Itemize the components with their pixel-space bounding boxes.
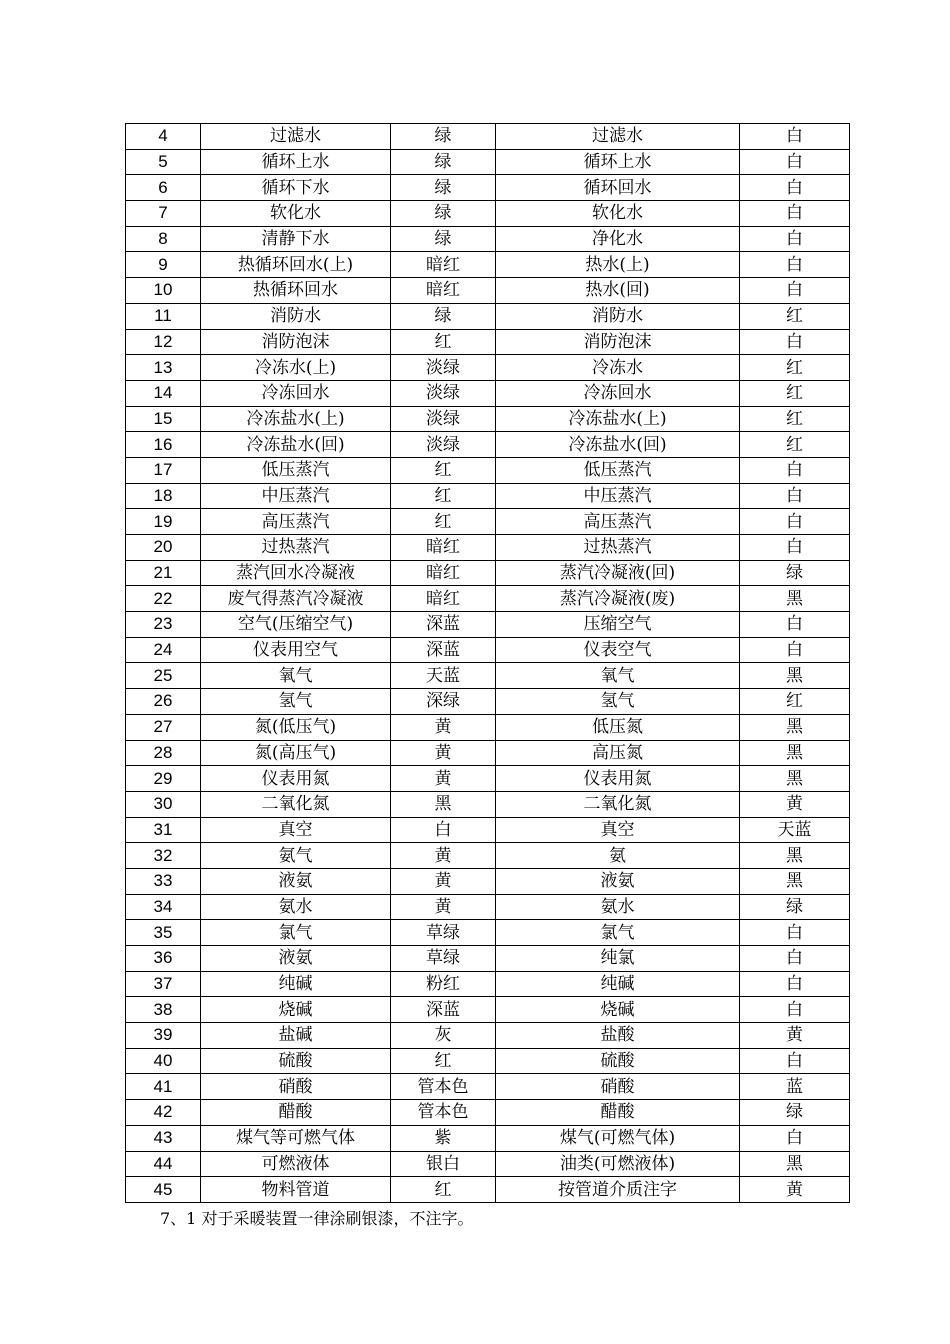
table-row <box>126 1177 850 1203</box>
table-row <box>126 920 850 946</box>
cell-row-number: 26 <box>126 689 201 715</box>
cell-medium-name: 氨气 <box>201 843 391 869</box>
cell-row-number: 11 <box>126 303 201 329</box>
cell-label-color: 白 <box>740 637 850 663</box>
cell-pipe-color: 黄 <box>391 740 496 766</box>
table-row <box>126 663 850 689</box>
cell-label-color: 白 <box>740 226 850 252</box>
cell-medium-name: 空气(压缩空气) <box>201 612 391 638</box>
cell-row-number: 15 <box>126 406 201 432</box>
cell-medium-name: 醋酸 <box>201 1100 391 1126</box>
cell-label-text: 煤气(可燃气体) <box>496 1125 740 1151</box>
cell-pipe-color: 管本色 <box>391 1100 496 1126</box>
cell-label-text: 热水(回) <box>496 278 740 304</box>
cell-label-text: 二氧化氮 <box>496 791 740 817</box>
cell-row-number: 40 <box>126 1048 201 1074</box>
cell-label-color: 红 <box>740 406 850 432</box>
cell-row-number: 18 <box>126 483 201 509</box>
cell-label-text: 氨 <box>496 843 740 869</box>
table-row <box>126 226 850 252</box>
cell-row-number: 12 <box>126 329 201 355</box>
cell-row-number: 24 <box>126 637 201 663</box>
cell-row-number: 31 <box>126 817 201 843</box>
cell-pipe-color: 暗红 <box>391 535 496 561</box>
table-row <box>126 329 850 355</box>
cell-pipe-color: 深绿 <box>391 689 496 715</box>
cell-label-text: 蒸汽冷凝液(废) <box>496 586 740 612</box>
cell-label-text: 消防泡沫 <box>496 329 740 355</box>
cell-row-number: 19 <box>126 509 201 535</box>
cell-label-text: 纯碱 <box>496 971 740 997</box>
cell-row-number: 37 <box>126 971 201 997</box>
table-row <box>126 509 850 535</box>
cell-label-color: 黑 <box>740 714 850 740</box>
cell-pipe-color: 暗红 <box>391 560 496 586</box>
cell-label-color: 白 <box>740 920 850 946</box>
cell-label-text: 冷冻水 <box>496 355 740 381</box>
cell-pipe-color: 红 <box>391 1177 496 1203</box>
cell-row-number: 28 <box>126 740 201 766</box>
cell-row-number: 7 <box>126 201 201 227</box>
cell-medium-name: 消防泡沫 <box>201 329 391 355</box>
cell-medium-name: 软化水 <box>201 201 391 227</box>
cell-label-text: 氧气 <box>496 663 740 689</box>
cell-label-text: 按管道介质注字 <box>496 1177 740 1203</box>
cell-label-text: 循环回水 <box>496 175 740 201</box>
cell-label-text: 压缩空气 <box>496 612 740 638</box>
cell-label-color: 白 <box>740 457 850 483</box>
cell-row-number: 43 <box>126 1125 201 1151</box>
cell-pipe-color: 红 <box>391 1048 496 1074</box>
cell-pipe-color: 深蓝 <box>391 612 496 638</box>
cell-row-number: 20 <box>126 535 201 561</box>
cell-label-color: 白 <box>740 124 850 150</box>
cell-medium-name: 液氨 <box>201 946 391 972</box>
cell-label-text: 液氨 <box>496 868 740 894</box>
cell-row-number: 25 <box>126 663 201 689</box>
cell-label-text: 盐酸 <box>496 1023 740 1049</box>
cell-medium-name: 热循环回水(上) <box>201 252 391 278</box>
cell-row-number: 35 <box>126 920 201 946</box>
cell-label-text: 烧碱 <box>496 997 740 1023</box>
table-row <box>126 689 850 715</box>
cell-medium-name: 过热蒸汽 <box>201 535 391 561</box>
cell-label-text: 高压氮 <box>496 740 740 766</box>
table-row <box>126 766 850 792</box>
cell-medium-name: 循环下水 <box>201 175 391 201</box>
cell-row-number: 6 <box>126 175 201 201</box>
cell-label-color: 红 <box>740 303 850 329</box>
cell-label-text: 纯氯 <box>496 946 740 972</box>
table-row <box>126 997 850 1023</box>
cell-label-text: 低压氮 <box>496 714 740 740</box>
cell-pipe-color: 草绿 <box>391 946 496 972</box>
cell-row-number: 29 <box>126 766 201 792</box>
cell-label-color: 白 <box>740 278 850 304</box>
cell-label-text: 氯气 <box>496 920 740 946</box>
cell-label-color: 红 <box>740 689 850 715</box>
cell-medium-name: 冷冻水(上) <box>201 355 391 381</box>
table-row <box>126 201 850 227</box>
cell-pipe-color: 暗红 <box>391 586 496 612</box>
cell-row-number: 8 <box>126 226 201 252</box>
table-row <box>126 894 850 920</box>
cell-pipe-color: 绿 <box>391 303 496 329</box>
cell-row-number: 9 <box>126 252 201 278</box>
cell-pipe-color: 绿 <box>391 175 496 201</box>
table-row <box>126 432 850 458</box>
cell-medium-name: 二氧化氮 <box>201 791 391 817</box>
cell-label-color: 红 <box>740 432 850 458</box>
cell-label-color: 绿 <box>740 560 850 586</box>
cell-label-color: 黑 <box>740 843 850 869</box>
cell-label-color: 白 <box>740 971 850 997</box>
cell-row-number: 36 <box>126 946 201 972</box>
cell-label-color: 白 <box>740 535 850 561</box>
table-row <box>126 380 850 406</box>
cell-label-text: 仪表用氮 <box>496 766 740 792</box>
cell-pipe-color: 黄 <box>391 843 496 869</box>
cell-label-color: 绿 <box>740 894 850 920</box>
cell-label-text: 硫酸 <box>496 1048 740 1074</box>
cell-medium-name: 硝酸 <box>201 1074 391 1100</box>
table-row <box>126 1023 850 1049</box>
cell-pipe-color: 淡绿 <box>391 355 496 381</box>
cell-pipe-color: 红 <box>391 329 496 355</box>
cell-row-number: 21 <box>126 560 201 586</box>
pipe-color-table <box>125 123 850 1203</box>
table-row <box>126 406 850 432</box>
note-text: 7、1 对于采暖装置一律涂刷银漆，不注字。 <box>160 1209 474 1228</box>
cell-pipe-color: 黑 <box>391 791 496 817</box>
cell-label-color: 黄 <box>740 1023 850 1049</box>
cell-pipe-color: 绿 <box>391 149 496 175</box>
cell-label-text: 油类(可燃液体) <box>496 1151 740 1177</box>
cell-row-number: 5 <box>126 149 201 175</box>
cell-row-number: 22 <box>126 586 201 612</box>
table-row <box>126 868 850 894</box>
cell-label-color: 红 <box>740 355 850 381</box>
table-row <box>126 483 850 509</box>
cell-pipe-color: 深蓝 <box>391 997 496 1023</box>
cell-label-color: 绿 <box>740 1100 850 1126</box>
cell-label-text: 冷冻盐水(上) <box>496 406 740 432</box>
cell-medium-name: 冷冻回水 <box>201 380 391 406</box>
cell-label-color: 白 <box>740 946 850 972</box>
cell-label-color: 红 <box>740 380 850 406</box>
cell-label-color: 白 <box>740 329 850 355</box>
cell-label-color: 白 <box>740 201 850 227</box>
cell-label-text: 过滤水 <box>496 124 740 150</box>
cell-medium-name: 废气得蒸汽冷凝液 <box>201 586 391 612</box>
cell-medium-name: 真空 <box>201 817 391 843</box>
cell-row-number: 42 <box>126 1100 201 1126</box>
cell-pipe-color: 红 <box>391 457 496 483</box>
table-row <box>126 124 850 150</box>
cell-row-number: 45 <box>126 1177 201 1203</box>
cell-label-color: 天蓝 <box>740 817 850 843</box>
table-row <box>126 946 850 972</box>
cell-medium-name: 热循环回水 <box>201 278 391 304</box>
cell-label-text: 蒸汽冷凝液(回) <box>496 560 740 586</box>
cell-row-number: 10 <box>126 278 201 304</box>
cell-medium-name: 氮(高压气) <box>201 740 391 766</box>
cell-pipe-color: 黄 <box>391 868 496 894</box>
cell-medium-name: 氢气 <box>201 689 391 715</box>
cell-label-text: 氨水 <box>496 894 740 920</box>
cell-medium-name: 仪表用氮 <box>201 766 391 792</box>
cell-medium-name: 循环上水 <box>201 149 391 175</box>
cell-row-number: 38 <box>126 997 201 1023</box>
table-row <box>126 149 850 175</box>
cell-medium-name: 清静下水 <box>201 226 391 252</box>
table-row <box>126 843 850 869</box>
cell-pipe-color: 管本色 <box>391 1074 496 1100</box>
cell-medium-name: 可燃液体 <box>201 1151 391 1177</box>
table-row <box>126 637 850 663</box>
table-row <box>126 252 850 278</box>
cell-medium-name: 纯碱 <box>201 971 391 997</box>
table-row <box>126 560 850 586</box>
cell-label-color: 黑 <box>740 663 850 689</box>
cell-pipe-color: 红 <box>391 483 496 509</box>
cell-medium-name: 蒸汽回水冷凝液 <box>201 560 391 586</box>
cell-label-text: 真空 <box>496 817 740 843</box>
cell-pipe-color: 深蓝 <box>391 637 496 663</box>
cell-row-number: 16 <box>126 432 201 458</box>
cell-pipe-color: 红 <box>391 509 496 535</box>
cell-label-color: 白 <box>740 612 850 638</box>
cell-pipe-color: 暗红 <box>391 278 496 304</box>
cell-pipe-color: 淡绿 <box>391 380 496 406</box>
cell-pipe-color: 淡绿 <box>391 432 496 458</box>
cell-pipe-color: 灰 <box>391 1023 496 1049</box>
table-row <box>126 457 850 483</box>
cell-label-color: 白 <box>740 252 850 278</box>
table-row <box>126 355 850 381</box>
cell-pipe-color: 天蓝 <box>391 663 496 689</box>
cell-label-text: 醋酸 <box>496 1100 740 1126</box>
cell-label-color: 黑 <box>740 868 850 894</box>
cell-label-text: 过热蒸汽 <box>496 535 740 561</box>
table-row <box>126 1074 850 1100</box>
table-row <box>126 791 850 817</box>
cell-medium-name: 冷冻盐水(回) <box>201 432 391 458</box>
cell-label-text: 中压蒸汽 <box>496 483 740 509</box>
cell-pipe-color: 紫 <box>391 1125 496 1151</box>
cell-medium-name: 烧碱 <box>201 997 391 1023</box>
cell-label-color: 黑 <box>740 586 850 612</box>
table-row <box>126 1125 850 1151</box>
cell-row-number: 32 <box>126 843 201 869</box>
cell-row-number: 39 <box>126 1023 201 1049</box>
cell-pipe-color: 黄 <box>391 766 496 792</box>
cell-medium-name: 氮(低压气) <box>201 714 391 740</box>
cell-medium-name: 盐碱 <box>201 1023 391 1049</box>
cell-label-text: 热水(上) <box>496 252 740 278</box>
table-row <box>126 175 850 201</box>
cell-row-number: 14 <box>126 380 201 406</box>
cell-pipe-color: 淡绿 <box>391 406 496 432</box>
cell-label-text: 循环上水 <box>496 149 740 175</box>
cell-row-number: 33 <box>126 868 201 894</box>
cell-row-number: 34 <box>126 894 201 920</box>
cell-row-number: 27 <box>126 714 201 740</box>
cell-medium-name: 仪表用空气 <box>201 637 391 663</box>
cell-medium-name: 低压蒸汽 <box>201 457 391 483</box>
table-row <box>126 612 850 638</box>
table-row <box>126 714 850 740</box>
table-row <box>126 1048 850 1074</box>
cell-label-text: 氢气 <box>496 689 740 715</box>
cell-medium-name: 氨水 <box>201 894 391 920</box>
cell-row-number: 44 <box>126 1151 201 1177</box>
cell-label-color: 白 <box>740 483 850 509</box>
cell-row-number: 30 <box>126 791 201 817</box>
table-row <box>126 278 850 304</box>
cell-label-text: 消防水 <box>496 303 740 329</box>
cell-label-color: 蓝 <box>740 1074 850 1100</box>
cell-label-color: 白 <box>740 997 850 1023</box>
cell-label-color: 白 <box>740 175 850 201</box>
cell-row-number: 13 <box>126 355 201 381</box>
cell-pipe-color: 绿 <box>391 124 496 150</box>
cell-row-number: 41 <box>126 1074 201 1100</box>
cell-label-color: 白 <box>740 1125 850 1151</box>
table-row <box>126 535 850 561</box>
cell-label-color: 黑 <box>740 1151 850 1177</box>
table-row <box>126 303 850 329</box>
cell-pipe-color: 银白 <box>391 1151 496 1177</box>
cell-pipe-color: 暗红 <box>391 252 496 278</box>
table-row <box>126 971 850 997</box>
cell-pipe-color: 白 <box>391 817 496 843</box>
cell-pipe-color: 绿 <box>391 201 496 227</box>
cell-label-text: 净化水 <box>496 226 740 252</box>
cell-label-color: 黑 <box>740 740 850 766</box>
cell-label-text: 软化水 <box>496 201 740 227</box>
cell-label-color: 白 <box>740 149 850 175</box>
cell-pipe-color: 粉红 <box>391 971 496 997</box>
table-row <box>126 586 850 612</box>
table-row <box>126 1100 850 1126</box>
cell-medium-name: 中压蒸汽 <box>201 483 391 509</box>
table-row <box>126 817 850 843</box>
cell-medium-name: 液氨 <box>201 868 391 894</box>
cell-medium-name: 高压蒸汽 <box>201 509 391 535</box>
cell-pipe-color: 黄 <box>391 714 496 740</box>
cell-label-color: 白 <box>740 509 850 535</box>
cell-pipe-color: 黄 <box>391 894 496 920</box>
cell-medium-name: 冷冻盐水(上) <box>201 406 391 432</box>
cell-label-color: 黑 <box>740 766 850 792</box>
cell-medium-name: 氯气 <box>201 920 391 946</box>
cell-label-text: 冷冻盐水(回) <box>496 432 740 458</box>
cell-label-color: 白 <box>740 1048 850 1074</box>
cell-medium-name: 过滤水 <box>201 124 391 150</box>
cell-pipe-color: 草绿 <box>391 920 496 946</box>
table-row <box>126 740 850 766</box>
cell-medium-name: 硫酸 <box>201 1048 391 1074</box>
cell-label-color: 黄 <box>740 791 850 817</box>
cell-row-number: 23 <box>126 612 201 638</box>
cell-row-number: 17 <box>126 457 201 483</box>
cell-label-color: 黄 <box>740 1177 850 1203</box>
cell-row-number: 4 <box>126 124 201 150</box>
cell-label-text: 高压蒸汽 <box>496 509 740 535</box>
table-body <box>126 124 850 1203</box>
cell-medium-name: 煤气等可燃气体 <box>201 1125 391 1151</box>
cell-label-text: 低压蒸汽 <box>496 457 740 483</box>
cell-label-text: 硝酸 <box>496 1074 740 1100</box>
cell-medium-name: 氧气 <box>201 663 391 689</box>
cell-pipe-color: 绿 <box>391 226 496 252</box>
cell-label-text: 冷冻回水 <box>496 380 740 406</box>
cell-medium-name: 消防水 <box>201 303 391 329</box>
cell-label-text: 仪表空气 <box>496 637 740 663</box>
cell-medium-name: 物料管道 <box>201 1177 391 1203</box>
table-row <box>126 1151 850 1177</box>
